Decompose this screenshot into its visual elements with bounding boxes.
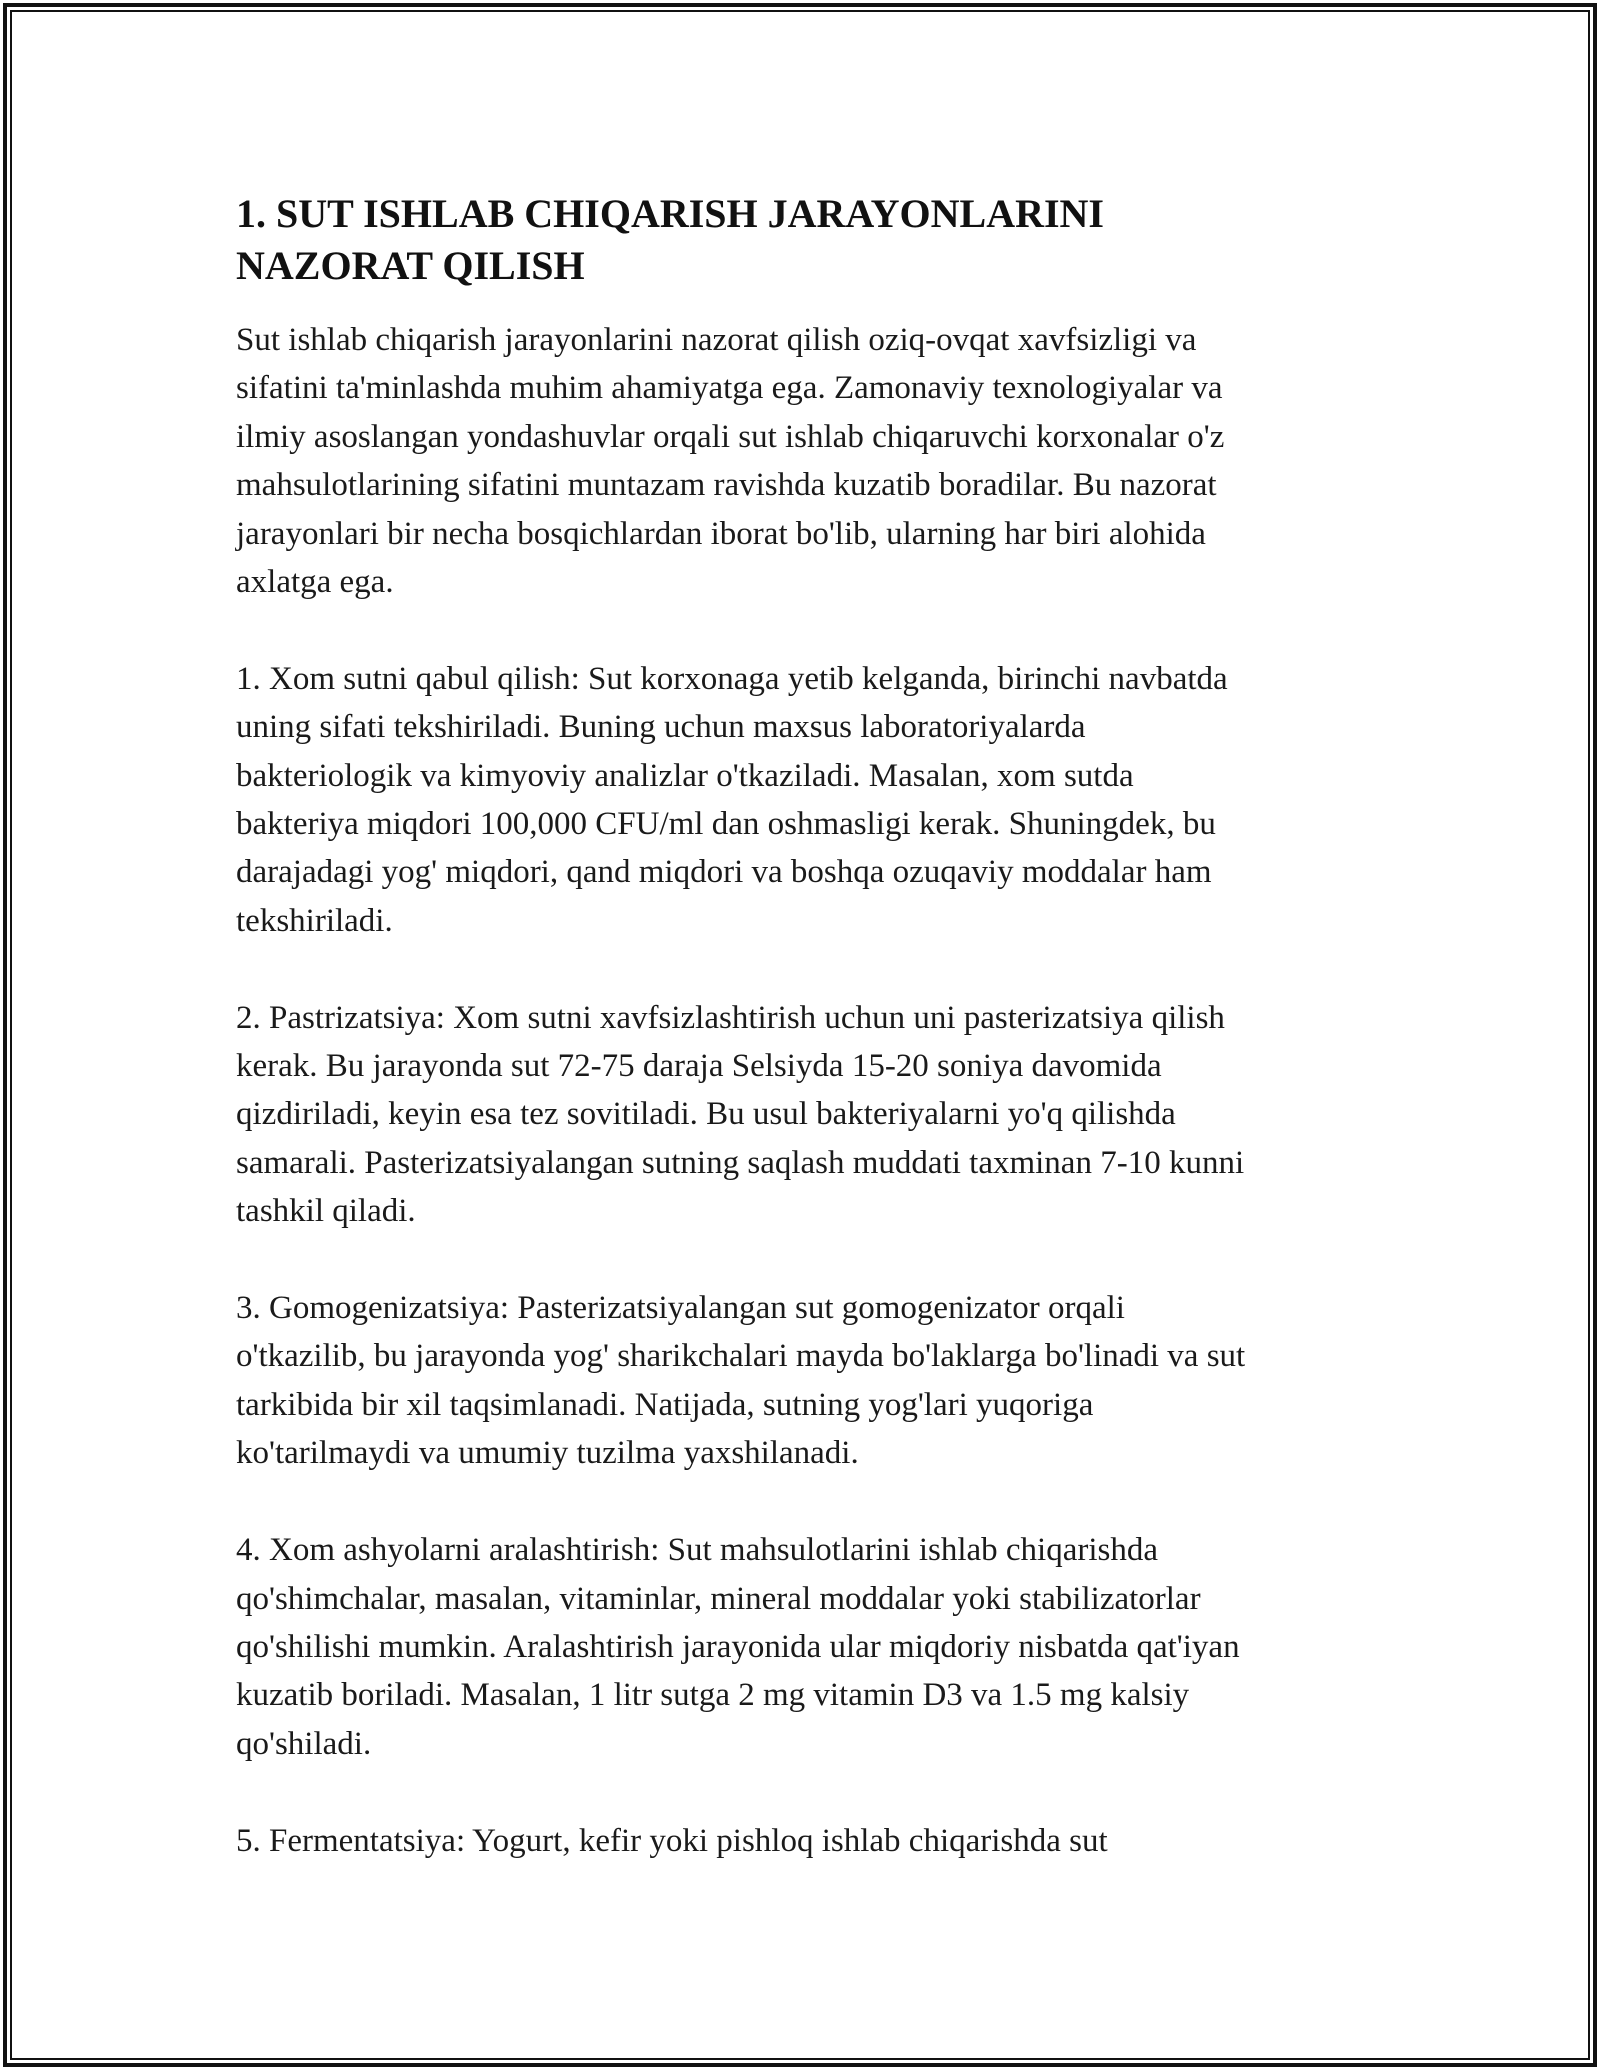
text-line: 4. Xom ashyolarni aralashtirish: Sut mahsulotlarini ishlab chiqarishda xyxy=(236,1532,1159,1569)
step-paragraph-raw-milk-intake xyxy=(236,655,1386,945)
text-line: qo'shimchalar, masalan, vitaminlar, mineral moddalar yoki stabilizatorlar xyxy=(236,1580,1201,1617)
text-line: samarali. Pasterizatsiyalangan sutning saqlash muddati taxminan 7-10 kunni xyxy=(236,1144,1245,1181)
step-paragraph-homogenization xyxy=(236,1284,1386,1478)
text-line: bakteriologik va kimyoviy analizlar o'tkaziladi. Masalan, xom sutda xyxy=(236,757,1134,794)
step-paragraph-mixing xyxy=(236,1526,1386,1768)
text-line: sifatini ta'minlashda muhim ahamiyatga ega. Zamonaviy texnologiyalar va xyxy=(236,370,1223,407)
text-line: kuzatib boriladi. Masalan, 1 litr sutga 2 mg vitamin D3 va 1.5 mg kalsiy xyxy=(236,1677,1190,1714)
text-line: tashkil qiladi. xyxy=(236,1193,416,1230)
text-line: mahsulotlarining sifatini muntazam ravishda kuzatib boradilar. Bu nazorat xyxy=(236,467,1217,504)
text-line: 5. Fermentatsiya: Yogurt, kefir yoki pishloq ishlab chiqarishda sut xyxy=(236,1822,1108,1859)
text-line: darajadagi yog' miqdori, qand miqdori va boshqa ozuqaviy moddalar ham xyxy=(236,854,1212,891)
text-line: uning sifati tekshiriladi. Buning uchun maxsus laboratoriyalarda xyxy=(236,709,1086,746)
text-line: ilmiy asoslangan yondashuvlar orqali sut ishlab chiqaruvchi korxonalar o'z xyxy=(236,418,1225,455)
document-body xyxy=(236,188,1386,1865)
text-line: Sut ishlab chiqarish jarayonlarini nazorat qilish oziq-ovqat xavfsizligi va xyxy=(236,322,1197,358)
text-line: qo'shiladi. xyxy=(236,1725,372,1762)
section-title-line: 1. SUT ISHLAB CHIQARISH JARAYONLARINI xyxy=(236,191,1104,236)
text-line: tarkibida bir xil taqsimlanadi. Natijada, sutning yog'lari yuqoriga xyxy=(236,1386,1094,1423)
text-line: jarayonlari bir necha bosqichlardan iborat bo'lib, ularning har biri alohida xyxy=(236,515,1206,552)
text-line: 2. Pastrizatsiya: Xom sutni xavfsizlashtirish uchun uni pasterizatsiya qilish xyxy=(236,999,1225,1036)
text-line: tekshiriladi. xyxy=(236,902,393,939)
step-paragraph-fermentation xyxy=(236,1817,1386,1865)
text-line: 1. Xom sutni qabul qilish: Sut korxonaga yetib kelganda, birinchi navbatda xyxy=(236,660,1228,697)
text-line: axlatga ega. xyxy=(236,564,394,601)
text-line: 3. Gomogenizatsiya: Pasterizatsiyalangan sut gomogenizator orqali xyxy=(236,1290,1125,1327)
section-title-line: NAZORAT QILISH xyxy=(236,243,585,288)
section-title xyxy=(236,188,1386,292)
text-line: ko'tarilmaydi va umumiy tuzilma yaxshilanadi. xyxy=(236,1435,859,1472)
text-line: qo'shilishi mumkin. Aralashtirish jarayonida ular miqdoriy nisbatda qat'iyan xyxy=(236,1628,1240,1665)
text-line: kerak. Bu jarayonda sut 72-75 daraja Selsiyda 15-20 soniya davomida xyxy=(236,1048,1162,1085)
intro-paragraph xyxy=(236,316,1386,606)
step-paragraph-pasteurization xyxy=(236,994,1386,1236)
text-line: bakteriya miqdori 100,000 CFU/ml dan oshmasligi kerak. Shuningdek, bu xyxy=(236,806,1216,843)
text-line: o'tkazilib, bu jarayonda yog' sharikchalari mayda bo'laklarga bo'linadi va sut xyxy=(236,1338,1246,1375)
text-line: qizdiriladi, keyin esa tez sovitiladi. Bu usul bakteriyalarni yo'q qilishda xyxy=(236,1096,1176,1133)
